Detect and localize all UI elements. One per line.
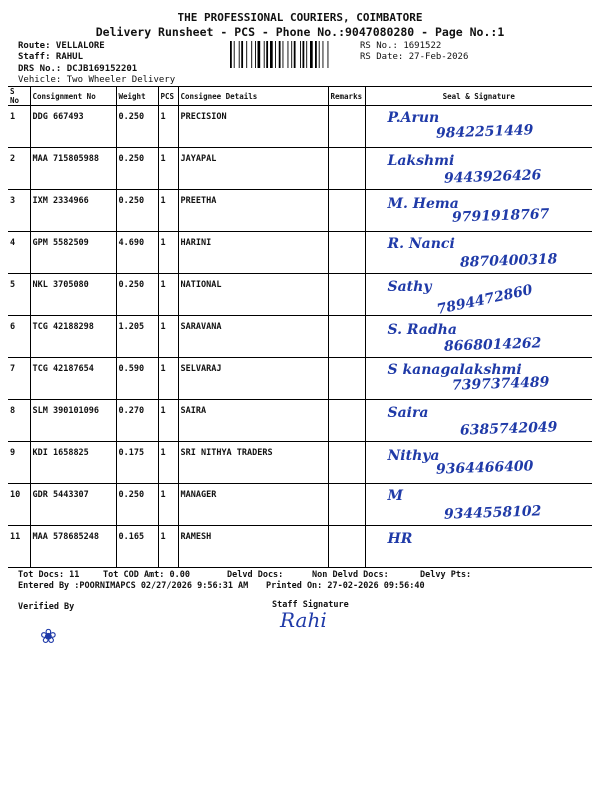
staff-signature-label: Staff Signature (272, 600, 349, 610)
signature-cell (365, 358, 592, 400)
staff-label: Staff: RAHUL (18, 52, 84, 62)
consignee-cell: JAYAPAL (178, 148, 328, 190)
drs-label: DRS No.: DCJB169152201 (18, 64, 138, 74)
non-delivered-docs: Non Delvd Docs: (312, 570, 389, 580)
consignee-cell: PRECISION (178, 106, 328, 148)
total-cod: Tot COD Amt: 0.00 (103, 570, 190, 580)
pcs-cell: 1 (158, 190, 178, 232)
barcode-bar (315, 41, 317, 68)
table-header-row (8, 87, 592, 106)
remarks-cell (328, 148, 365, 190)
sno-cell: 11 (8, 526, 30, 568)
barcode-bar (251, 41, 252, 68)
sno-cell: 5 (8, 274, 30, 316)
remarks-cell (328, 526, 365, 568)
signature-cell (365, 442, 592, 484)
table-row (8, 526, 592, 568)
remarks-cell (328, 442, 365, 484)
handwritten-name: HR (387, 531, 413, 547)
handwritten-name: P.Arun (387, 110, 440, 126)
handwritten-phone: 9791918767 (451, 206, 550, 226)
table-row (8, 232, 592, 274)
barcode-bar (258, 41, 261, 68)
pcs-cell: 1 (158, 232, 178, 274)
handwritten-phone: 9364466400 (435, 458, 534, 478)
table-row (8, 148, 592, 190)
barcode-bar (288, 41, 289, 68)
entered-by: Entered By :POORNIMAPCS 02/27/2026 9:56:31 AM (18, 581, 249, 591)
barcode-bar (266, 41, 268, 68)
consignee-cell: SARAVANA (178, 316, 328, 358)
verified-by-label: Verified By (18, 602, 75, 612)
table-row (8, 442, 592, 484)
handwritten-name: Sathy (387, 279, 432, 295)
signature-cell (365, 484, 592, 526)
weight-cell: 0.250 (116, 190, 158, 232)
pcs-cell: 1 (158, 274, 178, 316)
handwritten-name: Lakshmi (387, 153, 455, 169)
signature-cell (365, 274, 592, 316)
barcode-bar (239, 41, 240, 68)
handwritten-phone: 7894472860 (434, 282, 534, 318)
col-header-consignment: Consignment No (30, 87, 116, 106)
table-row (8, 484, 592, 526)
consignment-cell: IXM 2334966 (30, 190, 116, 232)
signature-cell (365, 526, 592, 568)
weight-cell: 4.690 (116, 232, 158, 274)
barcode-bar (303, 41, 305, 68)
sno-cell: 9 (8, 442, 30, 484)
pcs-cell: 1 (158, 358, 178, 400)
sno-cell: 8 (8, 400, 30, 442)
barcode-bar (230, 41, 232, 68)
barcode-bar (241, 41, 243, 68)
handwritten-name: S kanagalakshmi (387, 362, 522, 378)
delivery-points: Delvy Pts: (420, 570, 472, 580)
col-header-consignee: Consignee Details (178, 87, 328, 106)
pcs-cell: 1 (158, 148, 178, 190)
consignee-cell: NATIONAL (178, 274, 328, 316)
pcs-cell: 1 (158, 442, 178, 484)
remarks-cell (328, 190, 365, 232)
consignment-cell: GDR 5443307 (30, 484, 116, 526)
sno-cell: 1 (8, 106, 30, 148)
signature-cell (365, 106, 592, 148)
table-row (8, 274, 592, 316)
remarks-cell (328, 484, 365, 526)
signature-cell (365, 316, 592, 358)
remarks-cell (328, 400, 365, 442)
barcode-bar (291, 41, 292, 68)
consignment-cell: TCG 42187654 (30, 358, 116, 400)
printed-on: Printed On: 27-02-2026 09:56:40 (266, 581, 425, 591)
table-row (8, 358, 592, 400)
rs-number: RS No.: 1691522 (360, 41, 442, 51)
handwritten-phone: 9443926426 (443, 167, 542, 187)
consignment-cell: KDI 1658825 (30, 442, 116, 484)
company-title: THE PROFESSIONAL COURIERS, COIMBATORE (177, 11, 423, 24)
staff-signature-mark: Rahi (280, 608, 327, 632)
table-row (8, 316, 592, 358)
consignment-cell: MAA 578685248 (30, 526, 116, 568)
barcode-bar (264, 41, 265, 68)
consignment-cell: NKL 3705080 (30, 274, 116, 316)
consignment-cell: DDG 667493 (30, 106, 116, 148)
barcode-bar (294, 41, 296, 68)
barcode-bar (300, 41, 301, 68)
pcs-cell: 1 (158, 484, 178, 526)
sno-cell: 6 (8, 316, 30, 358)
consignment-cell: GPM 5582509 (30, 232, 116, 274)
barcode-bar (279, 41, 281, 68)
weight-cell: 0.250 (116, 484, 158, 526)
pcs-cell: 1 (158, 400, 178, 442)
handwritten-name: R. Nanci (387, 236, 455, 252)
barcode-bar (270, 41, 273, 68)
sno-cell: 3 (8, 190, 30, 232)
consignee-cell: MANAGER (178, 484, 328, 526)
sno-cell: 7 (8, 358, 30, 400)
handwritten-name: M (387, 488, 403, 504)
handwritten-phone: 7397374489 (451, 374, 550, 394)
barcode-bar (234, 41, 235, 68)
pcs-cell: 1 (158, 526, 178, 568)
handwritten-phone: 6385742049 (459, 419, 558, 439)
barcode-bar (328, 41, 329, 68)
remarks-cell (328, 232, 365, 274)
handwritten-phone: 9842251449 (435, 122, 534, 142)
col-header-weight: Weight (116, 87, 158, 106)
barcode-bar (275, 41, 276, 68)
barcode-bar (306, 41, 307, 68)
remarks-cell (328, 106, 365, 148)
weight-cell: 0.270 (116, 400, 158, 442)
barcode-bar (246, 41, 247, 68)
consignee-cell: RAMESH (178, 526, 328, 568)
table-row (8, 400, 592, 442)
col-header-signature: Seal & Signature (365, 87, 592, 106)
weight-cell: 0.590 (116, 358, 158, 400)
handwritten-name: M. Hema (387, 196, 459, 212)
consignee-cell: HARINI (178, 232, 328, 274)
weight-cell: 0.165 (116, 526, 158, 568)
barcode-bar (255, 41, 256, 68)
remarks-cell (328, 274, 365, 316)
handwritten-name: S. Radha (387, 322, 457, 338)
sno-cell: 10 (8, 484, 30, 526)
remarks-cell (328, 358, 365, 400)
barcode-bar (310, 41, 313, 68)
handwritten-name: Saira (387, 405, 429, 421)
table-row (8, 190, 592, 232)
sno-cell: 2 (8, 148, 30, 190)
consignment-cell: MAA 715805988 (30, 148, 116, 190)
delivered-docs: Delvd Docs: (227, 570, 284, 580)
col-header-remarks: Remarks (328, 87, 365, 106)
signature-cell (365, 148, 592, 190)
table-row (8, 106, 592, 148)
weight-cell: 0.250 (116, 274, 158, 316)
weight-cell: 0.250 (116, 148, 158, 190)
rs-date: RS Date: 27-Feb-2026 (360, 52, 469, 62)
barcode-bar (323, 41, 324, 68)
barcode-image (230, 41, 355, 68)
consignee-cell: PREETHA (178, 190, 328, 232)
signature-cell (365, 232, 592, 274)
barcode-bar (283, 41, 284, 68)
weight-cell: 0.175 (116, 442, 158, 484)
barcode-bar (319, 41, 320, 68)
handwritten-phone: 9344558102 (443, 503, 542, 523)
consignment-cell: SLM 390101096 (30, 400, 116, 442)
runsheet-table (8, 86, 592, 568)
handwritten-phone: 8668014262 (443, 335, 542, 355)
consignee-cell: SAIRA (178, 400, 328, 442)
weight-cell: 1.205 (116, 316, 158, 358)
consignment-cell: TCG 42188298 (30, 316, 116, 358)
weight-cell: 0.250 (116, 106, 158, 148)
vehicle-label: Vehicle: Two Wheeler Delivery (18, 75, 176, 85)
signature-cell (365, 190, 592, 232)
pcs-cell: 1 (158, 316, 178, 358)
consignee-cell: SELVARAJ (178, 358, 328, 400)
col-header-sno: S No (8, 87, 30, 106)
total-docs: Tot Docs: 11 (18, 570, 80, 580)
pcs-cell: 1 (158, 106, 178, 148)
verified-stamp-mark: ❀ (40, 624, 57, 648)
col-header-pcs: PCS (158, 87, 178, 106)
signature-cell (365, 400, 592, 442)
remarks-cell (328, 316, 365, 358)
sno-cell: 4 (8, 232, 30, 274)
runsheet-subtitle: Delivery Runsheet - PCS - Phone No.:9047080280 - Page No.:1 (95, 25, 505, 39)
handwritten-phone: 8870400318 (459, 251, 558, 271)
consignee-cell: SRI NITHYA TRADERS (178, 442, 328, 484)
handwritten-name: Nithya (387, 448, 440, 464)
route-label: Route: VELLALORE (18, 41, 105, 51)
